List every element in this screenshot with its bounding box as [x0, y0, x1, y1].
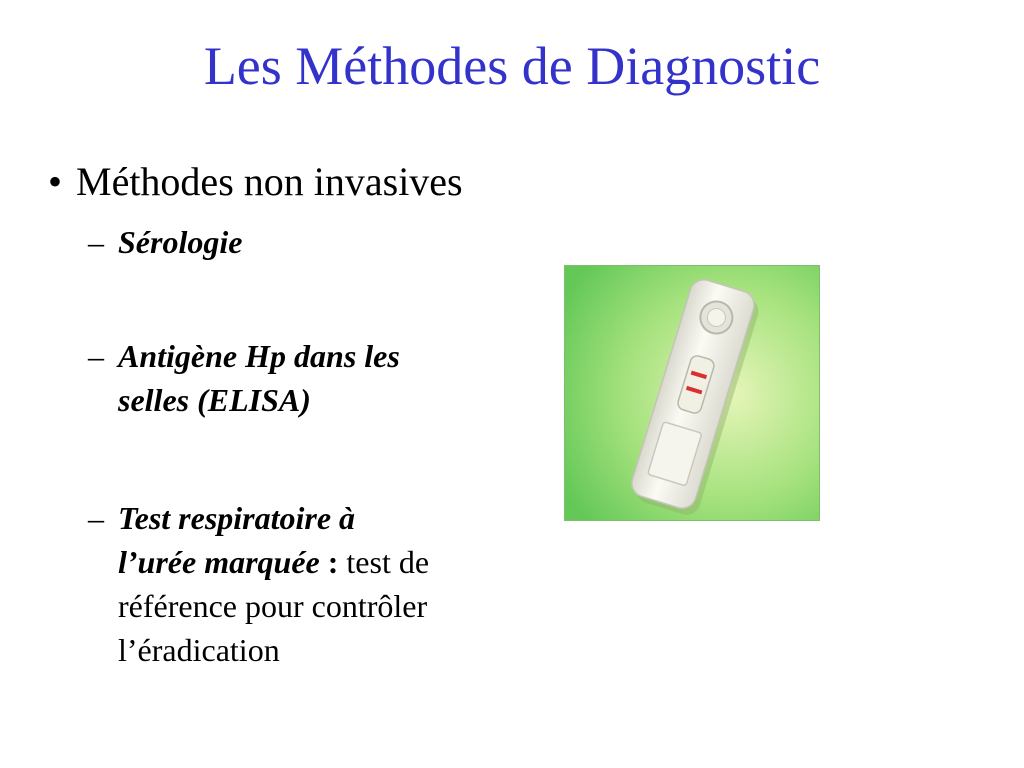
subitem-label-line1: Antigène Hp dans les: [118, 338, 400, 374]
rapid-test-cassette-photo: [564, 265, 820, 521]
sub-dash: –: [88, 224, 104, 260]
subitem-label-line2: l’urée marquée: [118, 544, 320, 580]
cassette-illustration: [565, 266, 820, 521]
subitem-serologie: [88, 220, 528, 264]
sub-dash: –: [88, 500, 104, 536]
sub-dash: –: [88, 338, 104, 374]
subitem-test-respiratoire: [88, 496, 528, 672]
subitem-separator: :: [319, 544, 339, 580]
bullet-text: Méthodes non invasives: [76, 159, 463, 204]
subitem-desc-line4: l’éradication: [118, 632, 280, 668]
subitem-label-line1: Test respiratoire à: [118, 500, 356, 536]
subitem-antigene: [88, 334, 528, 422]
bullet-marker: •: [48, 159, 63, 204]
subitem-desc-line3: référence pour contrôler: [118, 588, 428, 624]
slide-title: Les Méthodes de Diagnostic: [203, 36, 821, 96]
subitem-desc-tail: test de: [338, 544, 430, 580]
bullet-item: [48, 156, 463, 208]
subitem-label: Sérologie: [118, 224, 243, 260]
subitem-label-line2: selles (ELISA): [118, 382, 311, 418]
